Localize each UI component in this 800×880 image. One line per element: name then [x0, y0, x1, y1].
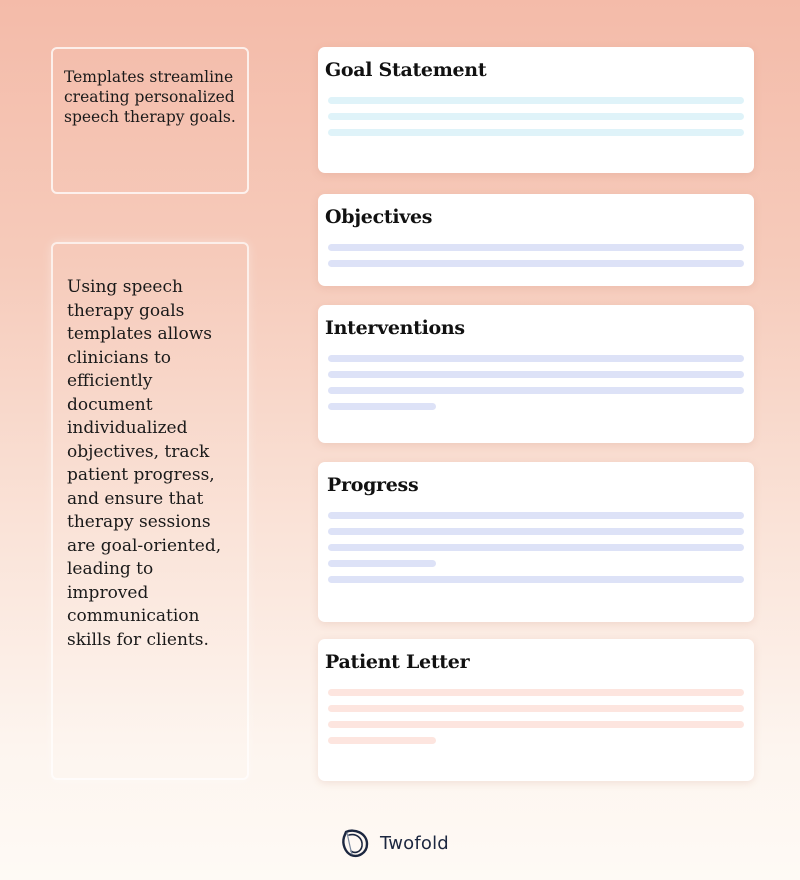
twofold-logo-icon [340, 827, 370, 859]
brand-name: Twofold [380, 832, 449, 854]
goal-statement-card [318, 47, 754, 173]
placeholder-line [328, 403, 436, 410]
interventions-card [318, 305, 754, 443]
placeholder-line [328, 371, 744, 378]
intro-note-text: Templates streamline creating personalized speech therapy goals. [64, 68, 236, 126]
intro-note [51, 47, 249, 194]
placeholder-line [328, 387, 744, 394]
placeholder-line [328, 512, 744, 519]
progress-card [318, 462, 754, 622]
placeholder-line [328, 705, 744, 712]
placeholder-line [328, 560, 436, 567]
patient-letter-title: Patient Letter [325, 651, 470, 673]
placeholder-line [328, 737, 436, 744]
footer-brand [340, 826, 449, 860]
placeholder-line [328, 528, 744, 535]
interventions-title: Interventions [325, 317, 465, 339]
placeholder-line [328, 113, 744, 120]
description-note-text: Using speech therapy goals templates allows clinicians to efficiently document individualized objectives, track patient progress, and ensure that therapy sessions are goal-oriented, leading to improved communication skills for clients. [67, 277, 222, 650]
description-note [51, 242, 249, 780]
placeholder-line [328, 721, 744, 728]
patient-letter-card [318, 639, 754, 781]
placeholder-line [328, 260, 744, 267]
goal-statement-title: Goal Statement [325, 59, 487, 81]
placeholder-line [328, 129, 744, 136]
placeholder-line [328, 689, 744, 696]
objectives-card [318, 194, 754, 286]
placeholder-line [328, 576, 744, 583]
placeholder-line [328, 355, 744, 362]
placeholder-line [328, 97, 744, 104]
objectives-title: Objectives [325, 206, 433, 228]
progress-title: Progress [327, 474, 419, 496]
placeholder-line [328, 244, 744, 251]
placeholder-line [328, 544, 744, 551]
